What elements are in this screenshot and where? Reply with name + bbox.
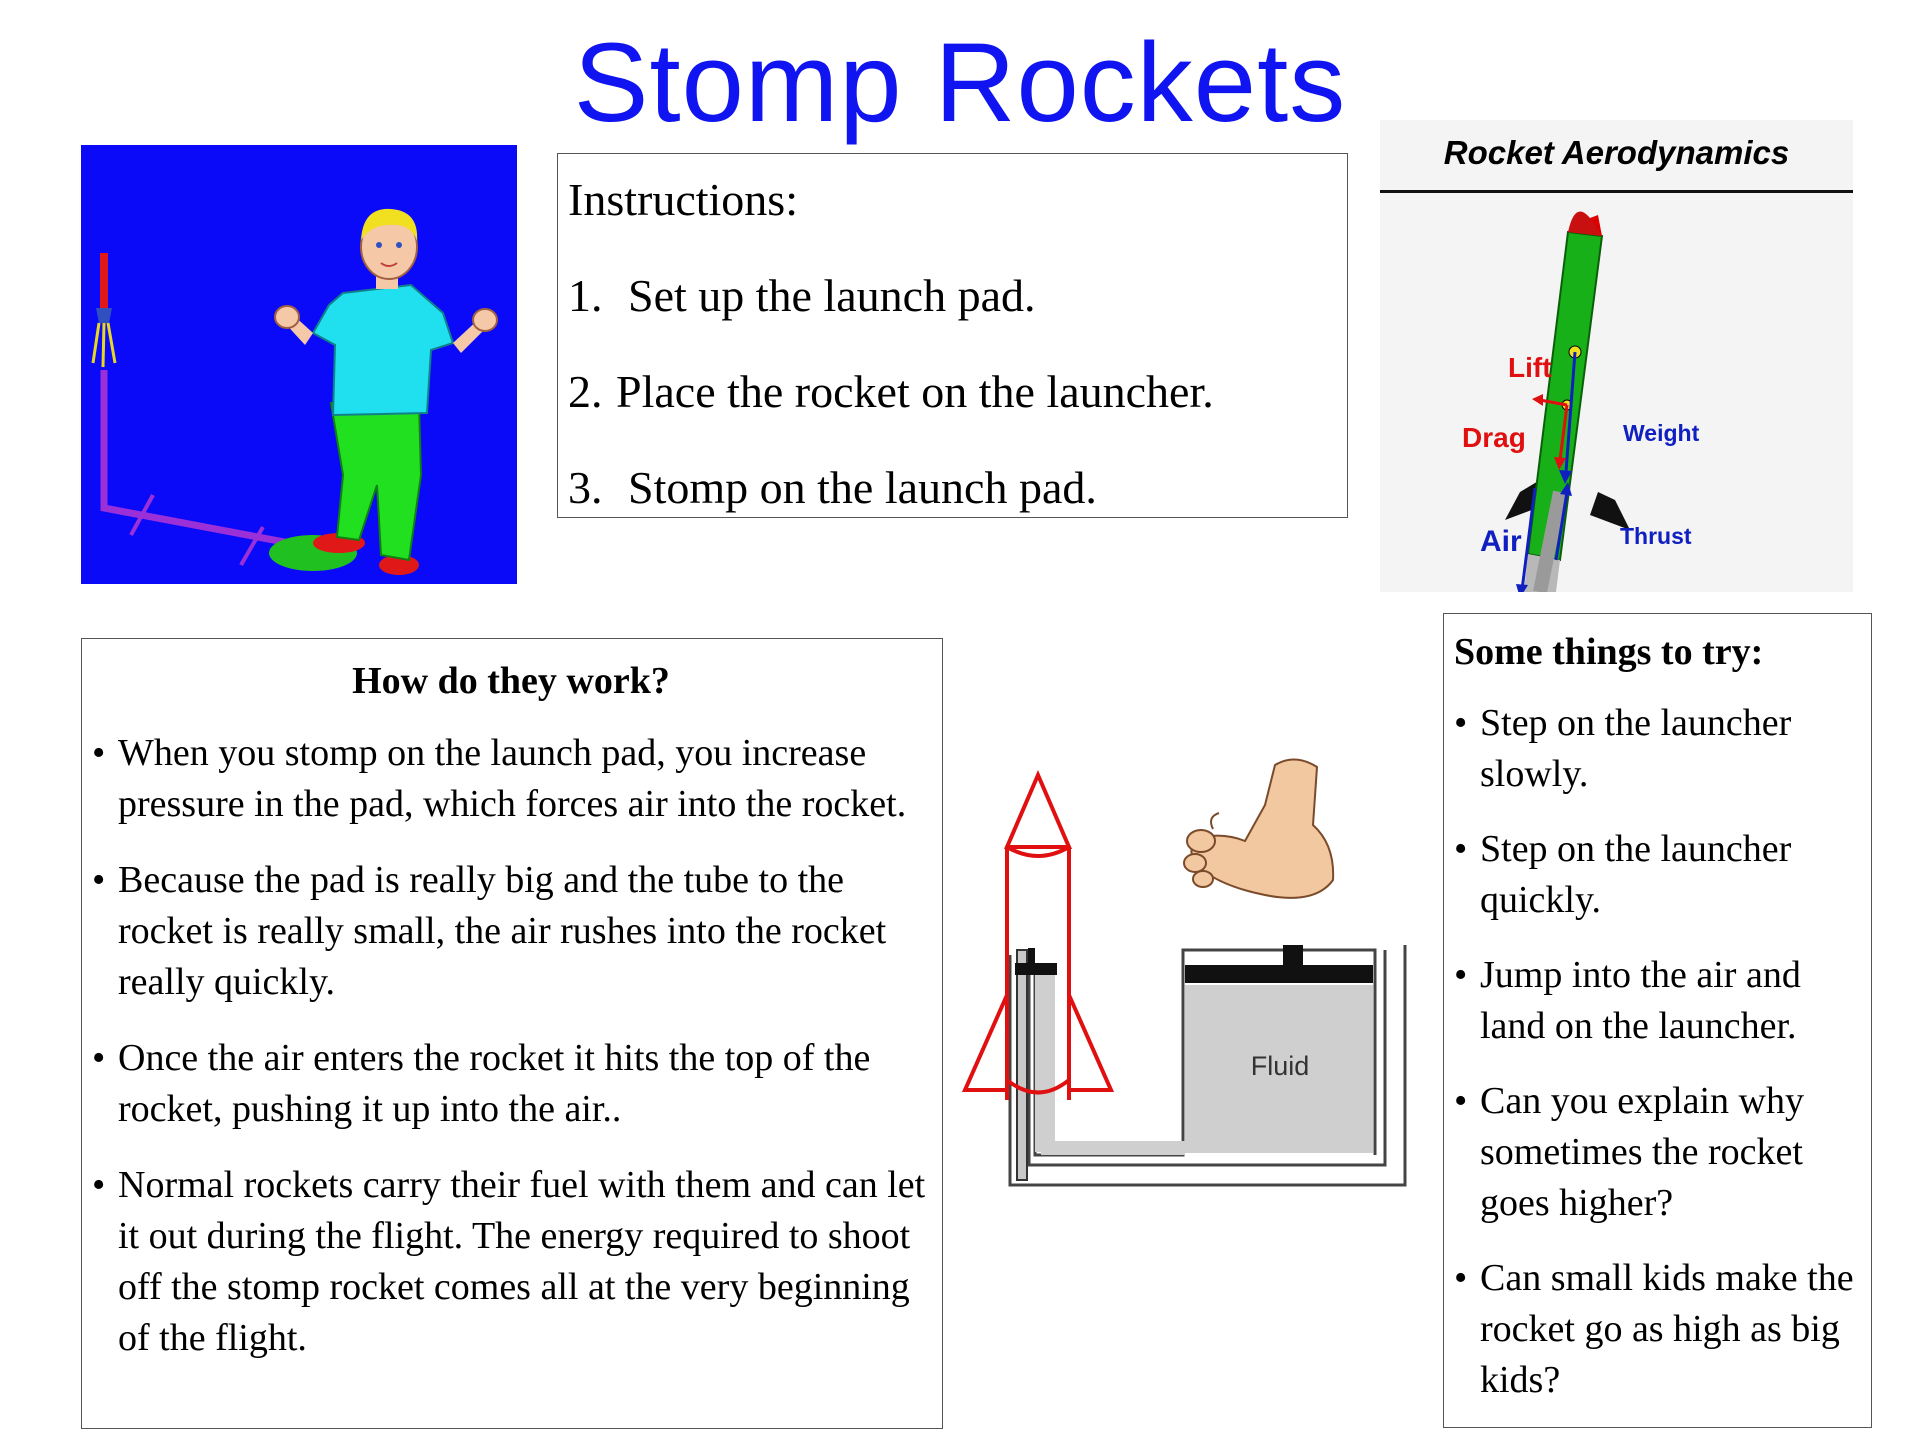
instructions-list [568, 272, 1337, 512]
air-label: Air [1480, 525, 1522, 558]
step-number: 1. [568, 270, 603, 321]
step-text: Place the rocket on the launcher. [616, 366, 1214, 417]
stomp-mechanism-illustration [945, 745, 1415, 1190]
instruction-step [568, 368, 1337, 416]
kid-stomp-illustration [81, 145, 517, 584]
instruction-step [568, 272, 1337, 320]
instructions-heading: Instructions: [568, 174, 798, 225]
aerodynamics-title: Rocket Aerodynamics [1443, 134, 1790, 171]
weight-label: Weight [1623, 420, 1700, 446]
list-item: • Can you explain why sometimes the rocket goes higher? [1454, 1076, 1859, 1229]
lift-label: Lift [1508, 352, 1552, 383]
instruction-step [568, 464, 1337, 512]
list-item: • When you stomp on the launch pad, you increase pressure in the pad, which forces air into the rocket. [92, 728, 930, 830]
list-item: • Once the air enters the rocket it hits the top of the rocket, pushing it up into the air.. [92, 1033, 930, 1135]
list-item: • Step on the launcher quickly. [1454, 824, 1859, 926]
step-number: 2. [568, 366, 603, 417]
page-title: Stomp Rockets [573, 20, 1347, 145]
list-item: • Can small kids make the rocket go as high as big kids? [1454, 1253, 1859, 1406]
how-it-works-list [92, 728, 930, 1364]
list-item: • Step on the launcher slowly. [1454, 698, 1859, 800]
foot-icon [1184, 759, 1333, 897]
step-text: Set up the launch pad. [628, 270, 1036, 321]
drag-label: Drag [1462, 422, 1526, 453]
rocket-diagram-graphic [1380, 120, 1853, 592]
list-item: • Normal rockets carry their fuel with them and can let it out during the flight. The energy required to shoot off the stomp rocket comes all at the very beginning of the flight. [92, 1160, 930, 1364]
rocket-aerodynamics-diagram [1380, 120, 1853, 592]
things-to-try-box [1443, 613, 1872, 1428]
list-item: • Because the pad is really big and the tube to the rocket is really small, the air rushes into the rocket really quickly. [92, 855, 930, 1008]
how-it-works-box [81, 638, 943, 1429]
thrust-label: Thrust [1620, 523, 1692, 549]
list-item: • Jump into the air and land on the launcher. [1454, 950, 1859, 1052]
instructions-box [557, 153, 1348, 518]
fluid-label: Fluid [1250, 1051, 1310, 1081]
things-to-try-list [1454, 698, 1859, 1406]
things-to-try-heading: Some things to try: [1454, 631, 1764, 673]
step-text: Stomp on the launch pad. [628, 462, 1097, 513]
how-it-works-heading: How do they work? [352, 660, 670, 702]
step-number: 3. [568, 462, 603, 513]
